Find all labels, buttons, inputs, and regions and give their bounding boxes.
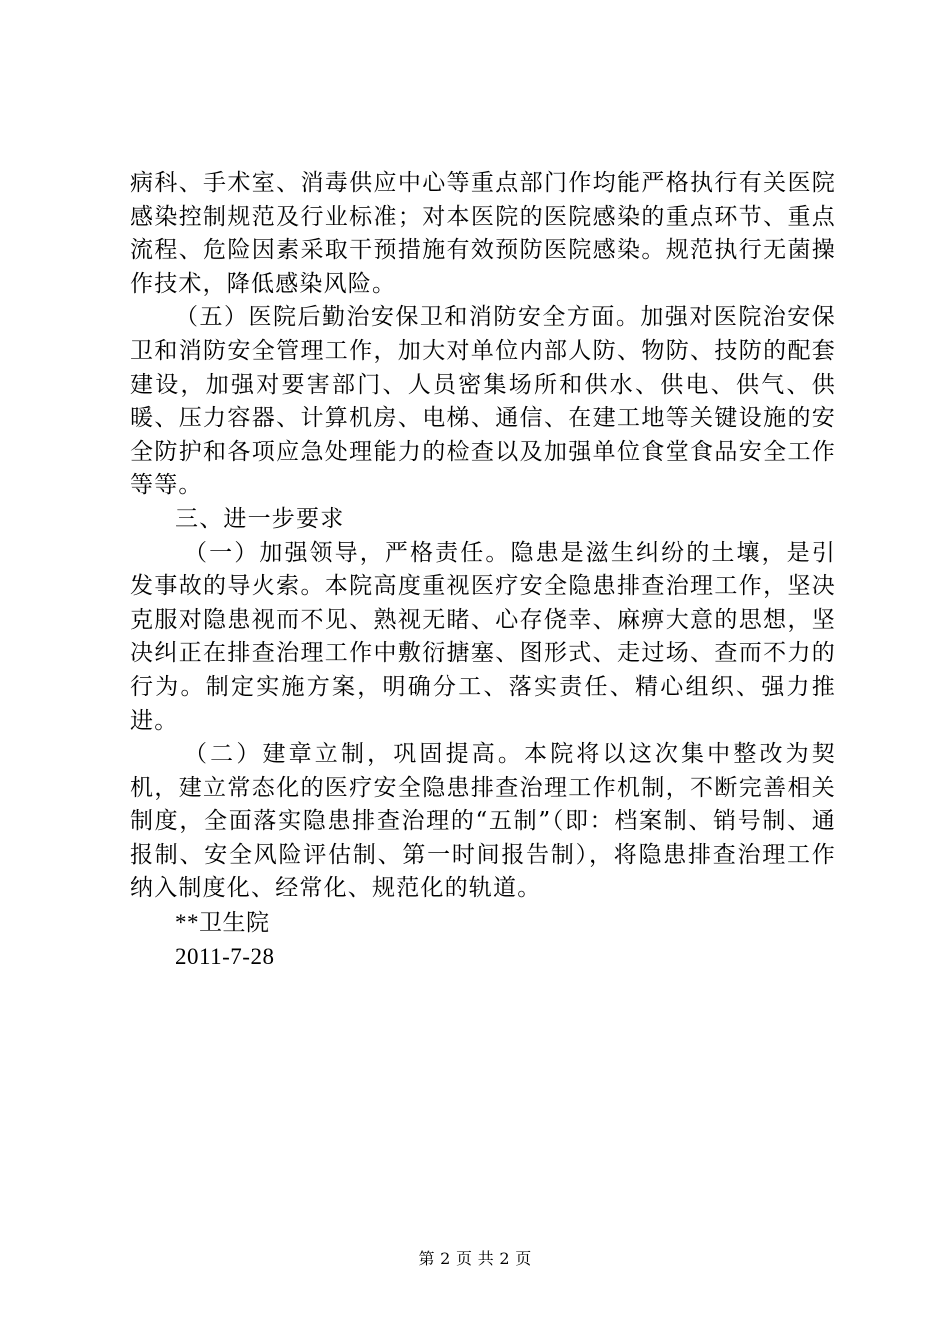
- section-heading-further-requirements: 三、进一步要求: [175, 505, 345, 532]
- page-number-footer: 第 2 页 共 2 页: [418, 1249, 532, 1268]
- document-body: [130, 167, 836, 973]
- paragraph-rules-systems: （二）建章立制，巩固提高。本院将以这次集中整改为契机，建立常态化的医疗安全隐患排查治理工作机制，不断完善相关制度，全面落实隐患排查治理的“五制”（即：档案制、销号制、通报制、安全风险评估制、第一时间报告制），将隐患排查治理工作纳入制度化、经常化、规范化的轨道。: [130, 741, 836, 902]
- signature-organization: **卫生院: [175, 910, 270, 936]
- paragraph-leadership-responsibility: （一）加强领导，严格责任。隐患是滋生纠纷的土壤，是引发事故的导火索。本院高度重视医疗安全隐患排查治理工作，坚决克服对隐患视而不见、熟视无睹、心存侥幸、麻痹大意的思想，坚决纠正在排查治理工作中敷衍搪塞、图形式、走过场、查而不力的行为。制定实施方案，明确分工、落实责任、精心组织、强力推进。: [130, 539, 836, 734]
- paragraph-infection-control: 病科、手术室、消毒供应中心等重点部门作均能严格执行有关医院感染控制规范及行业标准；对本医院的医院感染的重点环节、重点流程、危险因素采取干预措施有效预防医院感染。规范执行无菌操作技术，降低感染风险。: [130, 170, 836, 297]
- paragraph-logistics-security: （五）医院后勤治安保卫和消防安全方面。加强对医院治安保卫和消防安全管理工作，加大对单位内部人防、物防、技防的配套建设，加强对要害部门、人员密集场所和供水、供电、供气、供暖、压力容器、计算机房、电梯、通信、在建工地等关键设施的安全防护和各项应急处理能力的检查以及加强单位食堂食品安全工作等等。: [130, 304, 836, 499]
- signature-date: 2011-7-28: [175, 943, 275, 969]
